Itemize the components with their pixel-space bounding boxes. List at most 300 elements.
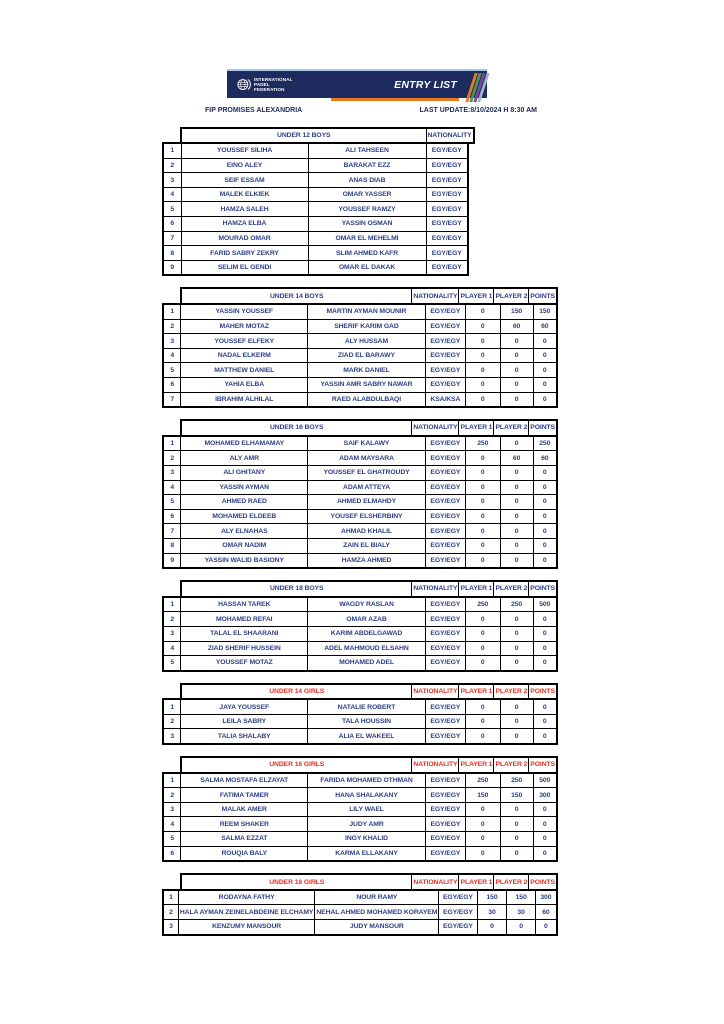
nationality-cell: EGY/EGY bbox=[426, 187, 468, 202]
player2-points-cell: 0 bbox=[500, 656, 533, 671]
player1-name-cell: LEILA SABRY bbox=[181, 714, 308, 729]
row-number-cell: 5 bbox=[163, 202, 181, 217]
player2-points-cell: 60 bbox=[500, 451, 533, 466]
category-table-block bbox=[162, 419, 558, 569]
row-number-cell: 7 bbox=[163, 392, 181, 407]
player1-name-cell: MOHAMED REFAI bbox=[181, 612, 308, 627]
nationality-cell: EGY/EGY bbox=[425, 465, 465, 480]
table-row bbox=[163, 231, 468, 246]
player2-name-cell: AHMAD KHALIL bbox=[308, 524, 426, 539]
total-points-cell: 0 bbox=[533, 817, 557, 832]
nationality-cell: EGY/EGY bbox=[425, 656, 465, 671]
player2-name-cell: JUDY MANSOUR bbox=[315, 920, 439, 935]
table-header bbox=[180, 683, 558, 701]
player2-points-cell: 250 bbox=[500, 773, 533, 788]
nationality-cell: EGY/EGY bbox=[425, 334, 465, 349]
player2-name-cell: OMAR EL DAKAK bbox=[308, 260, 426, 275]
player1-name-cell: HAMZA ELBA bbox=[181, 217, 308, 232]
nationality-cell: EGY/EGY bbox=[425, 729, 465, 744]
player2-points-cell: 150 bbox=[500, 304, 533, 319]
total-points-cell: 0 bbox=[533, 334, 557, 349]
player1-name-cell: MAHER MOTAZ bbox=[181, 319, 308, 334]
table-title: UNDER 12 BOYS bbox=[181, 128, 426, 144]
row-number-cell: 6 bbox=[163, 846, 181, 861]
row-number-cell: 2 bbox=[163, 158, 181, 173]
nationality-cell: EGY/EGY bbox=[425, 480, 465, 495]
col-header-player2: PLAYER 2 bbox=[494, 684, 529, 700]
nationality-cell: EGY/EGY bbox=[439, 890, 477, 905]
category-table-block bbox=[162, 287, 558, 408]
row-number-cell: 4 bbox=[163, 641, 181, 656]
total-points-cell: 0 bbox=[533, 656, 557, 671]
player2-name-cell: ZIAD EL BARAWY bbox=[308, 348, 426, 363]
nationality-cell: EGY/EGY bbox=[425, 509, 465, 524]
table-row bbox=[163, 217, 468, 232]
player2-points-cell: 30 bbox=[507, 905, 535, 920]
row-number-cell: 2 bbox=[163, 714, 181, 729]
row-number-cell: 5 bbox=[163, 832, 181, 847]
table-row bbox=[163, 773, 557, 788]
player1-points-cell: 0 bbox=[465, 451, 500, 466]
row-number-cell: 1 bbox=[163, 699, 181, 714]
row-number-cell: 2 bbox=[163, 451, 181, 466]
nationality-cell: EGY/EGY bbox=[425, 802, 465, 817]
col-header-points: POINTS bbox=[529, 684, 557, 700]
player2-points-cell: 0 bbox=[500, 817, 533, 832]
total-points-cell: 0 bbox=[533, 729, 557, 744]
player2-points-cell: 0 bbox=[500, 392, 533, 407]
col-header-player1: PLAYER 1 bbox=[459, 874, 494, 890]
player1-name-cell: YASSIN YOUSSEF bbox=[181, 304, 308, 319]
player1-name-cell: RODAYNA FATHY bbox=[178, 890, 315, 905]
row-number-cell: 9 bbox=[163, 260, 181, 275]
player1-points-cell: 0 bbox=[465, 846, 500, 861]
player1-name-cell: MALEK ELKIEK bbox=[181, 187, 308, 202]
total-points-cell: 0 bbox=[533, 509, 557, 524]
total-points-cell: 0 bbox=[533, 699, 557, 714]
player1-name-cell: YASSIN WALID BASIONY bbox=[181, 553, 308, 568]
nationality-cell: EGY/EGY bbox=[425, 626, 465, 641]
player1-name-cell: FARID SABRY ZEKRY bbox=[181, 246, 308, 261]
row-number-cell: 1 bbox=[163, 890, 178, 905]
player1-points-cell: 30 bbox=[477, 905, 507, 920]
nationality-cell: EGY/EGY bbox=[425, 817, 465, 832]
table-row bbox=[163, 890, 557, 905]
table-body bbox=[162, 303, 558, 408]
total-points-cell: 250 bbox=[533, 436, 557, 451]
table-row bbox=[163, 553, 557, 568]
player2-points-cell: 0 bbox=[500, 612, 533, 627]
player2-points-cell: 0 bbox=[500, 436, 533, 451]
player2-name-cell: SHERIF KARIM GAD bbox=[308, 319, 426, 334]
row-number-cell: 4 bbox=[163, 480, 181, 495]
player1-points-cell: 0 bbox=[465, 817, 500, 832]
table-row bbox=[163, 905, 557, 920]
total-points-cell: 0 bbox=[533, 832, 557, 847]
player2-name-cell: JUDY AMR bbox=[308, 817, 426, 832]
player2-name-cell: BARAKAT EZZ bbox=[308, 158, 426, 173]
row-number-cell: 2 bbox=[163, 612, 181, 627]
player1-name-cell: HASSAN TAREK bbox=[181, 597, 308, 612]
player2-name-cell: YASSIN AMR SABRY NAWAR bbox=[308, 378, 426, 393]
player1-name-cell: YAHIA ELBA bbox=[181, 378, 308, 393]
col-header-points: POINTS bbox=[529, 874, 557, 890]
player1-points-cell: 250 bbox=[465, 773, 500, 788]
player1-points-cell: 0 bbox=[465, 378, 500, 393]
total-points-cell: 0 bbox=[533, 524, 557, 539]
player2-name-cell: SLIM AHMED KAFR bbox=[308, 246, 426, 261]
nationality-cell: EGY/EGY bbox=[425, 436, 465, 451]
player2-points-cell: 0 bbox=[507, 920, 535, 935]
nationality-cell: EGY/EGY bbox=[425, 714, 465, 729]
table-row bbox=[163, 480, 557, 495]
col-header-player2: PLAYER 2 bbox=[494, 420, 529, 436]
player1-name-cell: ROUQIA BALY bbox=[181, 846, 308, 861]
table-header bbox=[180, 756, 558, 774]
player1-name-cell: YOUSSEF ELFEKY bbox=[181, 334, 308, 349]
player1-points-cell: 0 bbox=[465, 802, 500, 817]
category-table-block bbox=[162, 756, 558, 862]
table-header bbox=[180, 419, 558, 437]
player1-name-cell: SALMA MOSTAFA ELZAYAT bbox=[181, 773, 308, 788]
player2-name-cell: NOUR RAMY bbox=[315, 890, 439, 905]
total-points-cell: 0 bbox=[533, 553, 557, 568]
player1-name-cell: TALAL EL SHAARANI bbox=[181, 626, 308, 641]
col-header-nationality: NATIONALITY bbox=[412, 684, 459, 700]
table-header bbox=[180, 873, 558, 891]
row-number-cell: 3 bbox=[163, 173, 181, 188]
player2-name-cell: ADAM ATTEYA bbox=[308, 480, 426, 495]
nationality-cell: EGY/EGY bbox=[425, 846, 465, 861]
page-content bbox=[162, 69, 558, 947]
nationality-cell: EGY/EGY bbox=[439, 905, 477, 920]
row-number-cell: 4 bbox=[163, 348, 181, 363]
table-row bbox=[163, 656, 557, 671]
table-row bbox=[163, 465, 557, 480]
total-points-cell: 500 bbox=[533, 597, 557, 612]
col-header-points: POINTS bbox=[529, 581, 557, 597]
player1-points-cell: 0 bbox=[465, 626, 500, 641]
player2-points-cell: 0 bbox=[500, 334, 533, 349]
category-table-block bbox=[162, 580, 558, 672]
table-title: UNDER 18 BOYS bbox=[181, 581, 412, 597]
nationality-cell: EGY/EGY bbox=[425, 363, 465, 378]
player1-name-cell: MOHAMED ELHAMAMAY bbox=[181, 436, 308, 451]
last-update: LAST UPDATE:8/10/2024 H 8:30 AM bbox=[419, 106, 537, 114]
row-number-cell: 4 bbox=[163, 817, 181, 832]
table-row bbox=[163, 509, 557, 524]
table-title: UNDER 16 BOYS bbox=[181, 420, 412, 436]
table-body bbox=[162, 435, 558, 569]
nationality-cell: EGY/EGY bbox=[426, 173, 468, 188]
player2-name-cell: INGY KHALID bbox=[308, 832, 426, 847]
player1-name-cell: OMAR NADIM bbox=[181, 538, 308, 553]
table-row bbox=[163, 246, 468, 261]
col-header-nationality: NATIONALITY bbox=[426, 128, 474, 144]
table-body bbox=[162, 698, 558, 745]
nationality-cell: EGY/EGY bbox=[426, 143, 468, 158]
player2-points-cell: 0 bbox=[500, 802, 533, 817]
player2-points-cell: 0 bbox=[500, 363, 533, 378]
row-number-cell: 8 bbox=[163, 246, 181, 261]
row-number-cell: 1 bbox=[163, 773, 181, 788]
meta-row bbox=[162, 101, 558, 114]
table-row bbox=[163, 348, 557, 363]
row-number-cell: 3 bbox=[163, 334, 181, 349]
row-number-cell: 6 bbox=[163, 217, 181, 232]
nationality-cell: EGY/EGY bbox=[439, 920, 477, 935]
table-body bbox=[162, 889, 558, 936]
player2-name-cell: OMAR YASSER bbox=[308, 187, 426, 202]
total-points-cell: 0 bbox=[533, 612, 557, 627]
table-row bbox=[163, 173, 468, 188]
nationality-cell: EGY/EGY bbox=[425, 524, 465, 539]
nationality-cell: EGY/EGY bbox=[425, 597, 465, 612]
nationality-cell: EGY/EGY bbox=[425, 304, 465, 319]
player2-points-cell: 0 bbox=[500, 553, 533, 568]
row-number-cell: 2 bbox=[163, 319, 181, 334]
player2-points-cell: 250 bbox=[500, 597, 533, 612]
total-points-cell: 0 bbox=[533, 538, 557, 553]
col-header-player1: PLAYER 1 bbox=[459, 684, 494, 700]
nationality-cell: EGY/EGY bbox=[426, 260, 468, 275]
player1-name-cell: YOUSSEF MOTAZ bbox=[181, 656, 308, 671]
nationality-cell: EGY/EGY bbox=[426, 158, 468, 173]
nationality-cell: EGY/EGY bbox=[425, 553, 465, 568]
player1-points-cell: 0 bbox=[465, 832, 500, 847]
player2-points-cell: 150 bbox=[507, 890, 535, 905]
row-number-cell: 1 bbox=[163, 304, 181, 319]
player1-name-cell: JAYA YOUSSEF bbox=[181, 699, 308, 714]
table-row bbox=[163, 143, 468, 158]
total-points-cell: 0 bbox=[533, 714, 557, 729]
player1-points-cell: 250 bbox=[465, 597, 500, 612]
player2-points-cell: 150 bbox=[500, 788, 533, 803]
nationality-cell: EGY/EGY bbox=[425, 538, 465, 553]
player2-name-cell: ADAM MAYSARA bbox=[308, 451, 426, 466]
nationality-cell: EGY/EGY bbox=[426, 246, 468, 261]
player2-name-cell: ANAS DIAB bbox=[308, 173, 426, 188]
player2-name-cell: ADEL MAHMOUD ELSAHN bbox=[308, 641, 426, 656]
col-header-player2: PLAYER 2 bbox=[494, 874, 529, 890]
player2-name-cell: OMAR AZAB bbox=[308, 612, 426, 627]
player2-points-cell: 0 bbox=[500, 538, 533, 553]
col-header-points: POINTS bbox=[529, 757, 557, 773]
row-number-cell: 3 bbox=[163, 729, 181, 744]
col-header-nationality: NATIONALITY bbox=[412, 581, 459, 597]
player1-points-cell: 0 bbox=[465, 729, 500, 744]
player2-name-cell: AHMED ELMAHDY bbox=[308, 495, 426, 510]
total-points-cell: 0 bbox=[533, 348, 557, 363]
col-header-nationality: NATIONALITY bbox=[412, 288, 459, 304]
table-row bbox=[163, 436, 557, 451]
table-row bbox=[163, 363, 557, 378]
player1-name-cell: ZIAD SHERIF HUSSEIN bbox=[181, 641, 308, 656]
player1-points-cell: 0 bbox=[465, 348, 500, 363]
player2-name-cell: YOUSEF ELSHERBINY bbox=[308, 509, 426, 524]
org-name bbox=[254, 77, 292, 92]
total-points-cell: 0 bbox=[533, 846, 557, 861]
total-points-cell: 0 bbox=[535, 920, 557, 935]
col-header-player2: PLAYER 2 bbox=[494, 581, 529, 597]
col-header-player2: PLAYER 2 bbox=[494, 757, 529, 773]
player1-name-cell: YOUSSEF SILIHA bbox=[181, 143, 308, 158]
player2-points-cell: 0 bbox=[500, 729, 533, 744]
col-header-player1: PLAYER 1 bbox=[459, 420, 494, 436]
player1-points-cell: 0 bbox=[465, 714, 500, 729]
table-row bbox=[163, 612, 557, 627]
player1-name-cell: MATTHEW DANIEL bbox=[181, 363, 308, 378]
player1-name-cell: SELIM EL GENDI bbox=[181, 260, 308, 275]
category-tables bbox=[162, 127, 558, 936]
total-points-cell: 0 bbox=[533, 641, 557, 656]
table-row bbox=[163, 392, 557, 407]
category-table-block bbox=[162, 127, 558, 277]
player1-name-cell: AHMED RAED bbox=[181, 495, 308, 510]
total-points-cell: 60 bbox=[533, 451, 557, 466]
nationality-cell: EGY/EGY bbox=[425, 378, 465, 393]
table-title: UNDER 16 GIRLS bbox=[181, 757, 412, 773]
player2-name-cell: HAMZA AHMED bbox=[308, 553, 426, 568]
player2-name-cell: HANA SHALAKANY bbox=[308, 788, 426, 803]
player2-name-cell: RAED ALABDULBAQI bbox=[308, 392, 426, 407]
total-points-cell: 0 bbox=[533, 626, 557, 641]
table-row bbox=[163, 920, 557, 935]
player2-points-cell: 0 bbox=[500, 699, 533, 714]
table-body bbox=[162, 142, 469, 276]
total-points-cell: 0 bbox=[533, 802, 557, 817]
player2-name-cell: SAIF KALAWY bbox=[308, 436, 426, 451]
total-points-cell: 60 bbox=[535, 905, 557, 920]
player1-points-cell: 0 bbox=[465, 699, 500, 714]
player2-name-cell: ALY HUSSAM bbox=[308, 334, 426, 349]
player1-points-cell: 0 bbox=[465, 495, 500, 510]
player1-name-cell: MALAK AMER bbox=[181, 802, 308, 817]
table-body bbox=[162, 596, 558, 672]
row-number-cell: 6 bbox=[163, 378, 181, 393]
table-title: UNDER 18 GIRLS bbox=[181, 874, 412, 890]
table-row bbox=[163, 378, 557, 393]
player2-name-cell: YOUSSEF RAMZY bbox=[308, 202, 426, 217]
player1-name-cell: REEM SHAKER bbox=[181, 817, 308, 832]
table-row bbox=[163, 495, 557, 510]
table-row bbox=[163, 802, 557, 817]
player1-points-cell: 0 bbox=[465, 319, 500, 334]
row-number-cell: 1 bbox=[163, 143, 181, 158]
row-number-cell: 5 bbox=[163, 363, 181, 378]
col-header-player1: PLAYER 1 bbox=[459, 757, 494, 773]
total-points-cell: 300 bbox=[535, 890, 557, 905]
player2-points-cell: 0 bbox=[500, 714, 533, 729]
table-row bbox=[163, 334, 557, 349]
player2-name-cell: FARIDA MOHAMED OTHMAN bbox=[308, 773, 426, 788]
nationality-cell: EGY/EGY bbox=[425, 641, 465, 656]
total-points-cell: 150 bbox=[533, 304, 557, 319]
col-header-nationality: NATIONALITY bbox=[412, 874, 459, 890]
row-number-cell: 6 bbox=[163, 509, 181, 524]
player2-name-cell: LILY WAEL bbox=[308, 802, 426, 817]
table-row bbox=[163, 832, 557, 847]
row-number-cell: 7 bbox=[163, 524, 181, 539]
table-row bbox=[163, 202, 468, 217]
player1-name-cell: ALY ELNAHAS bbox=[181, 524, 308, 539]
total-points-cell: 0 bbox=[533, 480, 557, 495]
table-row bbox=[163, 538, 557, 553]
player1-points-cell: 0 bbox=[465, 480, 500, 495]
player1-points-cell: 0 bbox=[465, 553, 500, 568]
player1-points-cell: 0 bbox=[465, 304, 500, 319]
nationality-cell: EGY/EGY bbox=[425, 699, 465, 714]
total-points-cell: 0 bbox=[533, 392, 557, 407]
player2-points-cell: 60 bbox=[500, 319, 533, 334]
nationality-cell: EGY/EGY bbox=[425, 773, 465, 788]
total-points-cell: 0 bbox=[533, 378, 557, 393]
nationality-cell: EGY/EGY bbox=[425, 319, 465, 334]
row-number-cell: 8 bbox=[163, 538, 181, 553]
nationality-cell: EGY/EGY bbox=[425, 788, 465, 803]
banner-stripes-decoration bbox=[470, 73, 485, 102]
entry-list-title: ENTRY LIST bbox=[394, 78, 457, 91]
col-header-player2: PLAYER 2 bbox=[494, 288, 529, 304]
player1-points-cell: 0 bbox=[477, 920, 507, 935]
row-number-cell: 3 bbox=[163, 626, 181, 641]
player1-name-cell: MOHAMED ELDEEB bbox=[181, 509, 308, 524]
player1-points-cell: 250 bbox=[465, 436, 500, 451]
player2-name-cell: WAGDY RASLAN bbox=[308, 597, 426, 612]
player1-name-cell: YASSIN AYMAN bbox=[181, 480, 308, 495]
player2-name-cell: NEHAL AHMED MOHAMED KORAYEM bbox=[315, 905, 439, 920]
globe-icon bbox=[236, 77, 251, 92]
org-name-line2: PADEL bbox=[254, 82, 270, 87]
player2-name-cell: MARTIN AYMAN MOUNIR bbox=[308, 304, 426, 319]
player1-name-cell: SALMA EZZAT bbox=[181, 832, 308, 847]
row-number-cell: 4 bbox=[163, 187, 181, 202]
table-row bbox=[163, 319, 557, 334]
header-banner bbox=[227, 69, 487, 101]
total-points-cell: 0 bbox=[533, 465, 557, 480]
col-header-player1: PLAYER 1 bbox=[459, 288, 494, 304]
row-number-cell: 1 bbox=[163, 436, 181, 451]
player2-points-cell: 0 bbox=[500, 465, 533, 480]
player2-points-cell: 0 bbox=[500, 509, 533, 524]
player1-name-cell: HAMZA SALEH bbox=[181, 202, 308, 217]
player1-points-cell: 0 bbox=[465, 538, 500, 553]
row-number-cell: 3 bbox=[163, 802, 181, 817]
table-title: UNDER 14 GIRLS bbox=[181, 684, 412, 700]
player2-name-cell: ZAIN EL BIALY bbox=[308, 538, 426, 553]
col-header-points: POINTS bbox=[529, 420, 557, 436]
nationality-cell: KSA/KSA bbox=[425, 392, 465, 407]
player2-name-cell: NATALIE ROBERT bbox=[308, 699, 426, 714]
player1-name-cell: ALY AMR bbox=[181, 451, 308, 466]
table-row bbox=[163, 260, 468, 275]
row-number-cell: 2 bbox=[163, 905, 178, 920]
player2-name-cell: ALIA EL WAKEEL bbox=[308, 729, 426, 744]
table-row bbox=[163, 699, 557, 714]
player2-name-cell: TALA HOUSSIN bbox=[308, 714, 426, 729]
player2-points-cell: 0 bbox=[500, 626, 533, 641]
player1-name-cell: KENZUMY MANSOUR bbox=[178, 920, 315, 935]
table-body bbox=[162, 772, 558, 863]
nationality-cell: EGY/EGY bbox=[425, 348, 465, 363]
table-header bbox=[180, 287, 558, 305]
col-header-nationality: NATIONALITY bbox=[412, 757, 459, 773]
player1-points-cell: 0 bbox=[465, 641, 500, 656]
nationality-cell: EGY/EGY bbox=[425, 612, 465, 627]
table-row bbox=[163, 158, 468, 173]
row-number-cell: 7 bbox=[163, 231, 181, 246]
total-points-cell: 300 bbox=[533, 788, 557, 803]
